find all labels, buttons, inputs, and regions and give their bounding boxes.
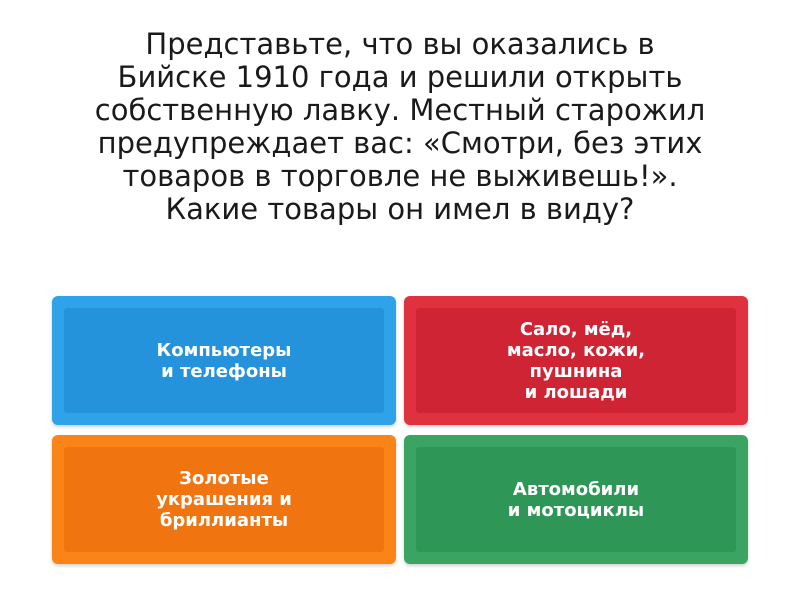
answer-option-1[interactable]	[52, 296, 396, 425]
answer-option-2[interactable]	[404, 296, 748, 425]
answer-option-4-label: Автомобили и мотоциклы	[507, 478, 645, 521]
answer-option-3[interactable]	[52, 435, 396, 564]
answer-option-3-label: Золотые украшения и бриллианты	[156, 468, 292, 531]
answer-option-3-inner	[64, 447, 384, 552]
answer-grid	[52, 296, 748, 564]
answer-option-1-inner	[64, 308, 384, 413]
answer-option-1-label: Компьютеры и телефоны	[156, 339, 292, 382]
question-text: Представьте, что вы оказались в Бийске 1910 года и решили открыть собственную лавку. Местный старожил предупреждает вас: «Смотри, без этих товаров в торговле не выживешь!». Какие товары он имел в виду?	[94, 27, 706, 226]
answer-option-4[interactable]	[404, 435, 748, 564]
answer-option-2-inner	[416, 308, 736, 413]
answer-option-4-inner	[416, 447, 736, 552]
answer-option-2-label: Сало, мёд, масло, кожи, пушнина и лошади	[506, 318, 646, 403]
